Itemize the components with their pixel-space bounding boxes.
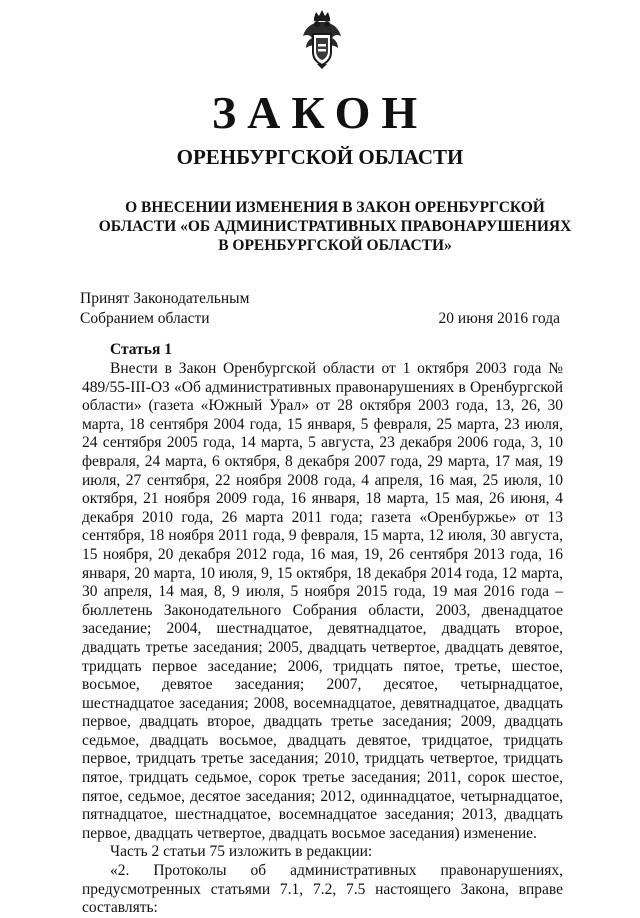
subtitle-line: ОБЛАСТИ «ОБ АДМИНИСТРАТИВНЫХ ПРАВОНАРУШЕНИЯХ bbox=[98, 218, 572, 235]
subtitle-line: В ОРЕНБУРГСКОЙ ОБЛАСТИ» bbox=[218, 237, 452, 254]
adoption-date: 20 июня 2016 года bbox=[438, 310, 560, 327]
article-heading: Статья 1 bbox=[110, 341, 172, 358]
article-paragraph: Часть 2 статьи 75 изложить в редакции: bbox=[110, 843, 373, 861]
article-body bbox=[82, 360, 563, 918]
subtitle-line: О ВНЕСЕНИИ ИЗМЕНЕНИЯ В ЗАКОН ОРЕНБУРГСКОЙ bbox=[125, 199, 545, 216]
adoption-block bbox=[80, 289, 560, 329]
law-title: ЗАКОН bbox=[211, 87, 429, 138]
article-paragraph: «2. Протоколы об административных правонарушениях, предусмотренных статьями 7.1, 7.2, 7.5 настоящего Закона, вправе составлять: bbox=[82, 862, 563, 917]
adoption-line: Принят Законодательным bbox=[80, 290, 250, 307]
article-paragraph: Внести в Закон Оренбургской области от 1 октября 2003 года № 489/55-III-ОЗ «Об административных правонарушениях в Оренбургской области» (газета «Южный Урал» от 28 октября 2003 года, 13, 26, 30 марта, 18 сентября 2004 года, 15 января, 5 февраля, 25 марта, 23 июля, 24 сентября 2005 года, 14 марта, 5 августа, 23 декабря 2006 года, 3, 10 февраля, 24 марта, 6 октября, 8 декабря 2007 года, 29 марта, 17 мая, 19 июля, 27 сентября, 22 ноября 2008 года, 4 апреля, 16 мая, 25 июля, 10 октября, 21 ноября 2009 года, 16 января, 18 марта, 15 мая, 26 июня, 4 декабря 2010 года, 26 марта 2011 года; газета «Оренбуржье» от 13 сентября, 18 ноября 2011 года, 9 февраля, 15 марта, 12 июля, 30 августа, 15 ноября, 20 декабря 2012 года, 16 мая, 19, 26 сентября 2013 года, 16 января, 20 марта, 10 июля, 9, 15 октября, 18 декабря 2014 года, 12 марта, 30 апреля, 14 мая, 8, 9 июля, 5 ноября 2015 года, 19 мая 2016 года – бюллетень Законодательного Собрания области, 2003, двенадцатое заседание; 2004, шестнадцатое, девятнадцатое, двадцать второе, двадцать третье заседания; 2005, двадцать четвертое, двадцать девятое, тридцать первое заседание; 2006, тридцать пятое, третье, шестое, восьмое, девятое заседания; 2007, десятое, четырнадцатое, шестнадцатое заседания; 2008, восемнадцатое, девятнадцатое, двадцать первое, двадцать второе, двадцать третье заседания; 2009, двадцать седьмое, двадцать восьмое, двадцать девятое, тридцатое, тридцать первое, тридцать третье заседания; 2010, тридцать четвертое, тридцать пятое, тридцать седьмое, сорок третье заседания; 2011, сорок шестое, пятое, седьмое, десятое заседания; 2012, одиннадцатое, четырнадцатое, пятнадцатое, шестнадцатое, восемнадцатое заседания; 2013, двадцать первое, двадцать четвертое, двадцать восьмое заседания) изменение. bbox=[82, 360, 563, 842]
region-title: ОРЕНБУРГСКОЙ ОБЛАСТИ bbox=[176, 145, 464, 169]
coat-of-arms-icon bbox=[300, 8, 344, 70]
law-subtitle bbox=[90, 198, 580, 255]
adoption-line: Собранием области bbox=[80, 310, 210, 327]
